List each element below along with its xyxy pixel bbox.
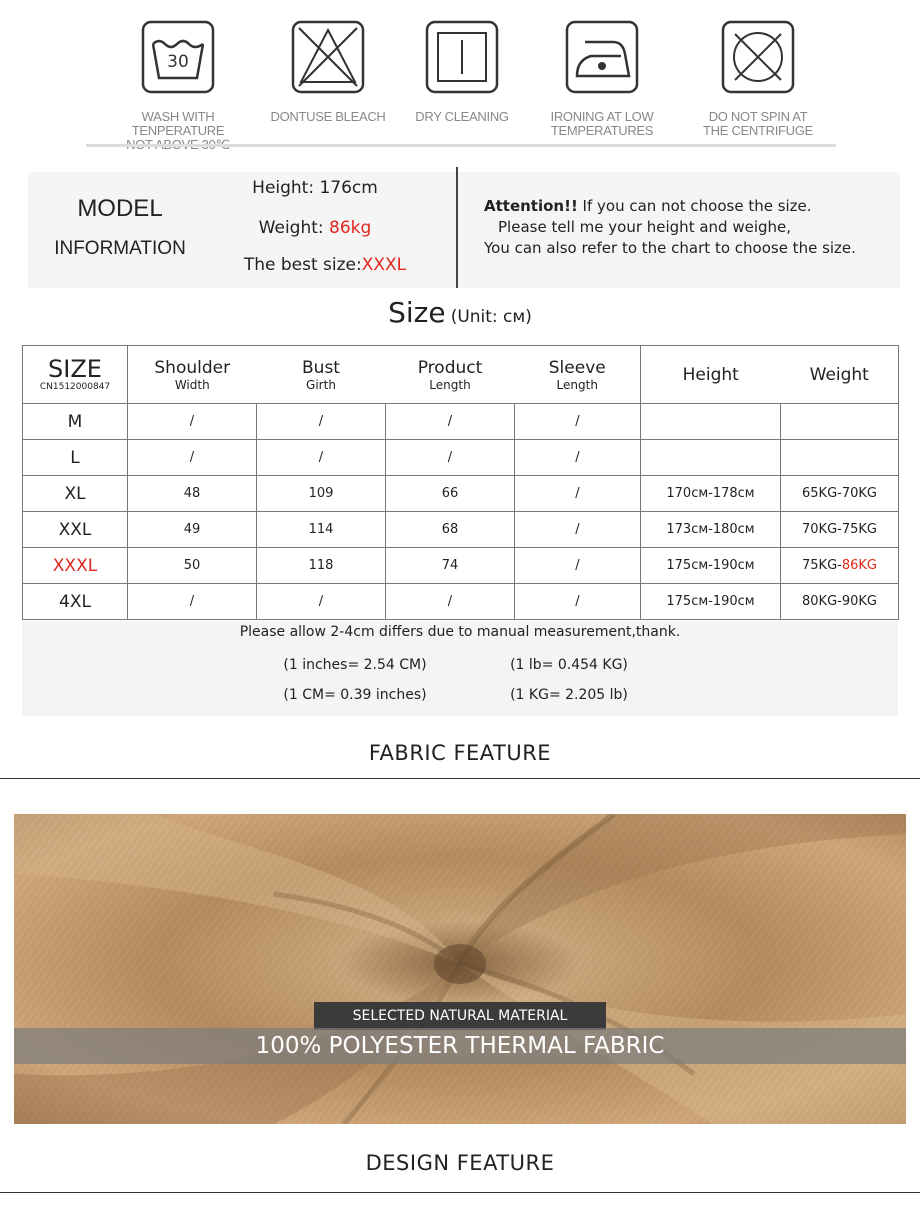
cell-bust: 114 <box>257 512 386 548</box>
cell-sleeve: / <box>515 584 641 620</box>
cell-weight-value: 70KG-75KG <box>802 522 877 537</box>
fabric-feature-rule <box>0 778 920 779</box>
fabric-image <box>14 814 906 1124</box>
cell-shoulder: / <box>128 584 257 620</box>
care-label-line: WASH WITH TENPERATURE <box>131 109 225 138</box>
fabric-feature-heading: FABRIC FEATURE <box>368 741 552 765</box>
size-heading-unit: (Unit: cм) <box>450 307 532 327</box>
fabric-title: 100% POLYESTER THERMAL FABRIC <box>14 1028 906 1064</box>
model-divider <box>456 167 458 288</box>
model-weight-value: 86kg <box>329 218 372 238</box>
cell-length: / <box>386 584 515 620</box>
model-weight <box>210 218 420 238</box>
cell-length: 74 <box>386 548 515 584</box>
conversion-lb-kg: (1 lb= 0.454 KG) <box>510 657 628 673</box>
cell-weight-highlight: 86KG <box>841 558 877 573</box>
care-item-no-spin <box>678 20 838 138</box>
cell-weight <box>781 404 899 440</box>
header-size <box>23 346 128 404</box>
cell-bust: / <box>257 404 386 440</box>
cell-size: M <box>23 404 128 440</box>
table-row <box>23 404 899 440</box>
cell-weight-value: 75KG- <box>802 558 842 573</box>
header-size-label: SIZE <box>48 354 102 383</box>
size-chart-table <box>22 345 899 620</box>
model-best-size <box>200 255 450 275</box>
cell-sleeve: / <box>515 512 641 548</box>
measurement-note: Please allow 2-4cm differs due to manual measurement,thank. <box>239 624 681 640</box>
cell-height: 175cм-190cм <box>641 584 781 620</box>
cell-size: 4XL <box>23 584 128 620</box>
cell-weight-value: 65KG-70KG <box>802 486 877 501</box>
cell-height <box>641 440 781 476</box>
cell-weight <box>781 512 899 548</box>
no-bleach-icon <box>291 20 365 94</box>
conversion-kg-lb: (1 KG= 2.205 lb) <box>510 687 628 703</box>
header-size-code: CN1512000847 <box>39 381 111 392</box>
header-product: Product Length <box>386 346 515 404</box>
design-feature-rule <box>0 1192 920 1193</box>
cell-shoulder: 50 <box>128 548 257 584</box>
table-row <box>23 440 899 476</box>
cell-shoulder: / <box>128 440 257 476</box>
size-heading <box>0 296 920 329</box>
table-row <box>23 512 899 548</box>
care-label-line: DRY CLEANING <box>415 109 509 124</box>
design-feature-heading: DESIGN FEATURE <box>365 1151 555 1175</box>
cell-bust: 109 <box>257 476 386 512</box>
header-sleeve: Sleeve Length <box>515 346 641 404</box>
cell-length: 66 <box>386 476 515 512</box>
cell-size: XXXL <box>23 548 128 584</box>
cell-height: 173cм-180cм <box>641 512 781 548</box>
care-divider <box>86 144 836 147</box>
model-best-label: The best size: <box>243 255 362 275</box>
header-bust: Bust Girth <box>257 346 386 404</box>
wash-30-icon <box>141 20 215 94</box>
care-item-ironing <box>522 20 682 138</box>
model-weight-label: Weight: <box>258 218 330 238</box>
cell-weight <box>781 440 899 476</box>
cell-weight <box>781 476 899 512</box>
cell-weight <box>781 584 899 620</box>
conversion-inch-cm: (1 inches= 2.54 CM) <box>283 657 427 673</box>
header-height: Height <box>641 346 781 404</box>
attention-line-3: You can also refer to the chart to choose the size. <box>484 239 856 257</box>
cell-size: XL <box>23 476 128 512</box>
wash-temp-badge: 30 <box>167 52 189 72</box>
cell-sleeve: / <box>515 404 641 440</box>
table-row <box>23 548 899 584</box>
cell-sleeve: / <box>515 476 641 512</box>
cell-bust: 118 <box>257 548 386 584</box>
table-row <box>23 476 899 512</box>
cell-length: / <box>386 440 515 476</box>
care-label-line: DONTUSE BLEACH <box>270 109 386 124</box>
cell-sleeve: / <box>515 440 641 476</box>
cell-height: 175cм-190cм <box>641 548 781 584</box>
cell-length: 68 <box>386 512 515 548</box>
cell-weight <box>781 548 899 584</box>
care-label-line: IRONING AT LOW <box>550 109 654 124</box>
care-item-wash <box>98 20 258 152</box>
model-title: MODEL <box>77 195 163 222</box>
header-shoulder: Shoulder Width <box>128 346 257 404</box>
model-best-value: XXXL <box>361 255 407 275</box>
cell-bust: / <box>257 440 386 476</box>
care-label-line: THE CENTRIFUGE <box>703 123 813 138</box>
no-spin-icon <box>721 20 795 94</box>
size-heading-title: Size <box>388 296 446 329</box>
fabric-swirl-image <box>14 814 906 1124</box>
cell-shoulder: 49 <box>128 512 257 548</box>
cell-shoulder: 48 <box>128 476 257 512</box>
cell-size: XXL <box>23 512 128 548</box>
cell-bust: / <box>257 584 386 620</box>
cell-size: L <box>23 440 128 476</box>
cell-length: / <box>386 404 515 440</box>
attention-label: Attention!! <box>484 197 578 215</box>
iron-low-icon <box>565 20 639 94</box>
attention-line-2: Please tell me your height and weighe, <box>498 218 792 236</box>
attention-line-1: If you can not choose the size. <box>577 197 812 215</box>
fabric-tag: SELECTED NATURAL MATERIAL <box>314 1002 606 1030</box>
care-label-line: DO NOT SPIN AT <box>708 109 808 124</box>
dry-cleaning-icon <box>425 20 499 94</box>
care-item-dry-cleaning <box>382 20 542 124</box>
model-height: Height: 176cm <box>252 178 378 198</box>
cell-weight-value: 80KG-90KG <box>802 594 877 609</box>
table-row <box>23 584 899 620</box>
attention-note <box>484 196 894 259</box>
header-weight: Weight <box>781 346 899 404</box>
cell-sleeve: / <box>515 548 641 584</box>
cell-height: 170cм-178cм <box>641 476 781 512</box>
model-subtitle: INFORMATION <box>54 238 186 259</box>
table-header-row <box>23 346 899 404</box>
cell-height <box>641 404 781 440</box>
cell-shoulder: / <box>128 404 257 440</box>
care-label-line: TEMPERATURES <box>550 123 654 138</box>
conversion-cm-inch: (1 CM= 0.39 inches) <box>283 687 427 703</box>
